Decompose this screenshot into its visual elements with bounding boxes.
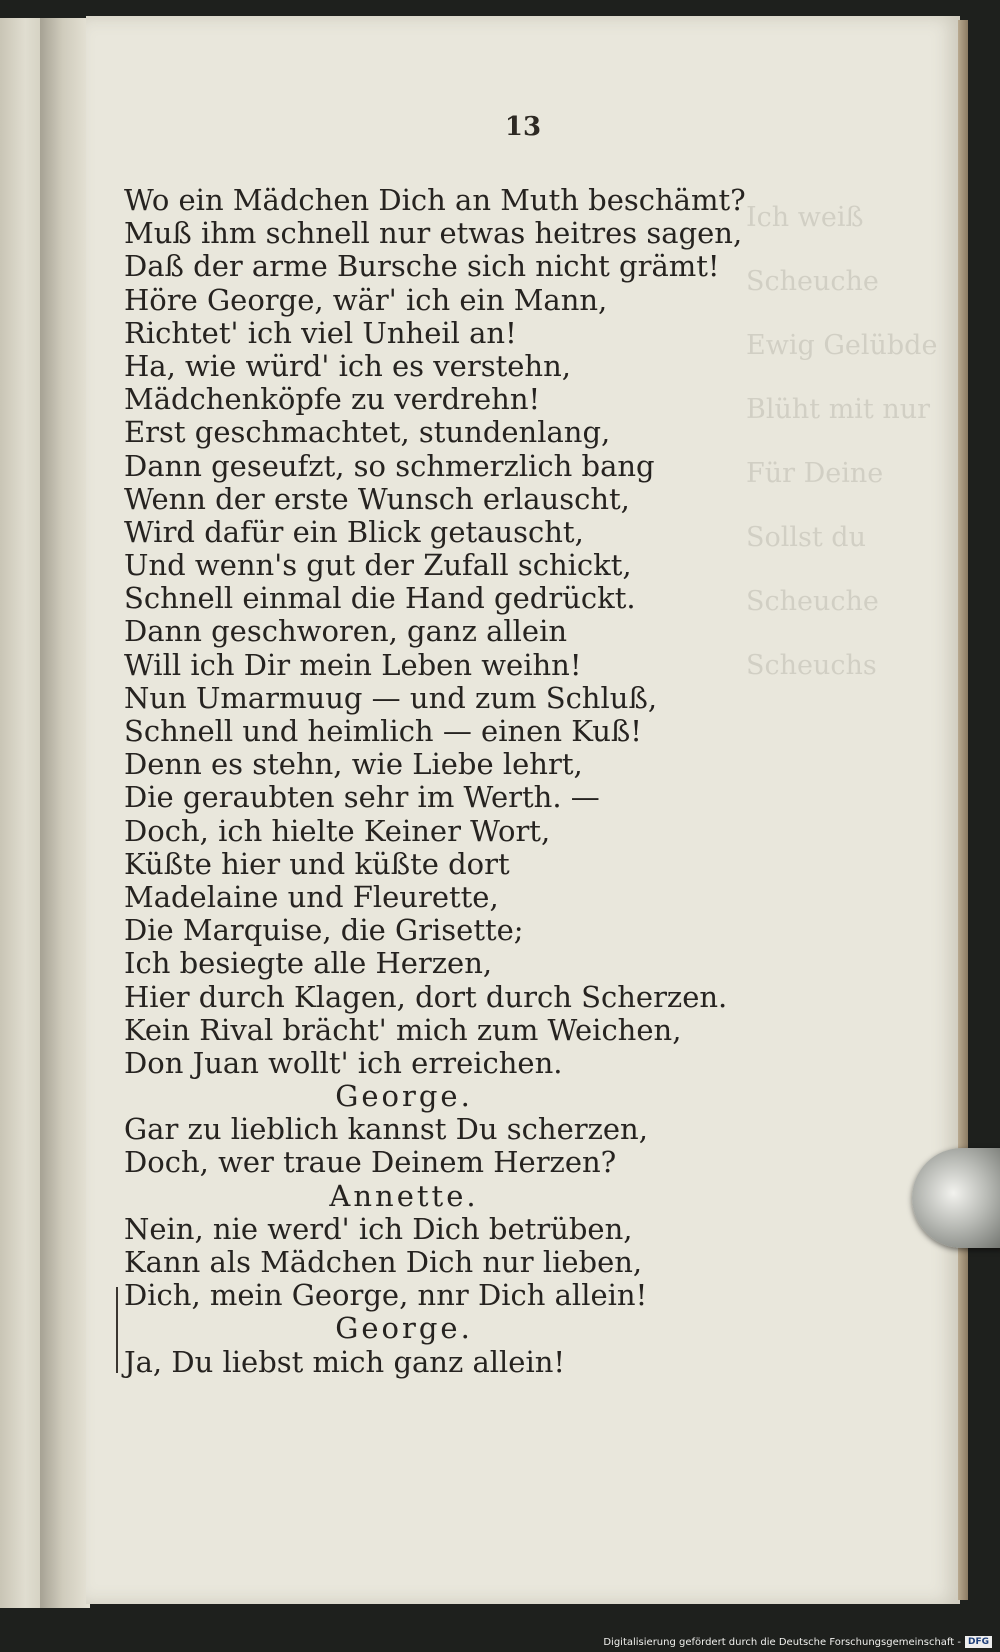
dfg-logo: DFG — [965, 1636, 992, 1648]
verse-line: Nein, nie werd' ich Dich betrüben, — [124, 1211, 633, 1246]
verse-line: Richtet' ich viel Unheil an! — [124, 315, 517, 350]
book-gutter — [40, 18, 90, 1608]
verse-line: Denn es stehn, wie Liebe lehrt, — [124, 747, 583, 782]
verse-line: Mädchenköpfe zu verdrehn! — [124, 382, 541, 417]
speaker-name: George. — [335, 1079, 473, 1114]
verse-line: Die Marquise, die Grisette; — [124, 913, 524, 948]
left-page-edge — [0, 18, 42, 1608]
verse-line: Doch, wer traue Deinem Herzen? — [124, 1145, 617, 1180]
speaker-name: Annette. — [329, 1178, 479, 1213]
speaker-name: George. — [335, 1311, 473, 1346]
book-page — [86, 16, 960, 1604]
verse-line: Schnell einmal die Hand gedrückt. — [124, 581, 636, 616]
verse-line: Erst geschmachtet, stundenlang, — [124, 415, 611, 450]
verse-line: Muß ihm schnell nur etwas heitres sagen, — [124, 216, 743, 251]
verse-line: Gar zu lieblich kannst Du scherzen, — [124, 1112, 648, 1147]
verse-text — [124, 184, 844, 1379]
verse-line: Wenn der erste Wunsch erlauscht, — [124, 481, 630, 516]
verse-line: Dann geschworen, ganz allein — [124, 614, 568, 649]
verse-line: Daß der arme Bursche sich nicht grämt! — [124, 249, 720, 284]
verse-line: Nun Umarmuug — und zum Schluß, — [124, 680, 658, 715]
verse-line: Schnell und heimlich — einen Kuß! — [124, 714, 642, 748]
verse-line: Madelaine und Fleurette, — [124, 879, 499, 914]
verse-line: Küßte hier und küßte dort — [124, 846, 510, 881]
digitization-credit — [603, 1636, 992, 1648]
show-through-text: Ich weiß Scheuche Ewig Gelübde Blüht mit nur Für Deine Sollst du Scheuche Scheuchs — [746, 202, 938, 681]
verse-line: Und wenn's gut der Zufall schickt, — [124, 548, 632, 583]
verse-line: Ha, wie würd' ich es verstehn, — [124, 348, 571, 383]
verse-line: Dich, mein George, nnr Dich allein! — [124, 1279, 844, 1312]
verse-line: Höre George, wär' ich ein Mann, — [124, 282, 608, 317]
verse-line: Wird dafür ein Blick getauscht, — [124, 514, 584, 549]
page-fore-edge — [958, 20, 968, 1600]
verse-line: Wo ein Mädchen Dich an Muth beschämt? — [124, 183, 746, 217]
verse-line: Ich besiegte alle Herzen, — [124, 946, 493, 981]
verse-line: Ja, Du liebst mich ganz allein! — [124, 1344, 566, 1379]
verse-line: Will ich Dir mein Leben weihn! — [124, 647, 582, 682]
verse-line: Dann geseufzt, so schmerzlich bang — [124, 448, 655, 483]
verse-line: Die geraubten sehr im Werth. — — [124, 780, 600, 815]
verse-line: Doch, ich hielte Keiner Wort, — [124, 813, 551, 848]
page-number: 13 — [504, 112, 542, 142]
verse-line: Don Juan wollt' ich erreichen. — [124, 1045, 563, 1080]
credit-text: Digitalisierung gefördert durch die Deutsche Forschungsgemeinschaft - — [603, 1636, 961, 1648]
verse-line: Kein Rival brächt' mich zum Weichen, — [124, 1012, 682, 1047]
verse-line: Hier durch Klagen, dort durch Scherzen. — [124, 979, 728, 1014]
verse-line: Kann als Mädchen Dich nur lieben, — [124, 1245, 643, 1279]
